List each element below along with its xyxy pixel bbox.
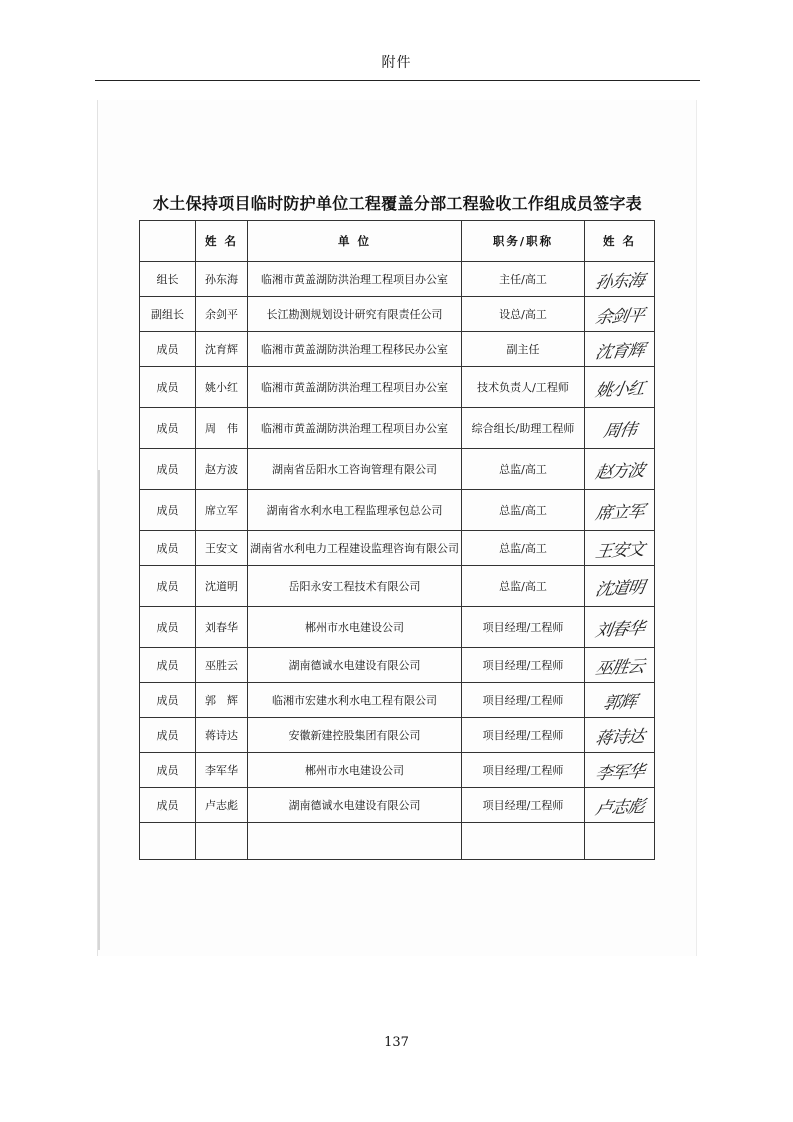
title-cell: 项目经理/工程师 <box>462 607 585 648</box>
unit-cell: 长江勘测规划设计研究有限责任公司 <box>248 297 462 332</box>
table-row-empty <box>140 823 655 860</box>
title-cell: 设总/高工 <box>462 297 585 332</box>
table-row <box>140 262 655 297</box>
signature-cell <box>585 566 655 607</box>
name-cell: 刘春华 <box>196 607 248 648</box>
signature-cell <box>585 753 655 788</box>
table-row <box>140 408 655 449</box>
header-rule <box>95 80 700 81</box>
signature-cell <box>585 718 655 753</box>
name-cell: 巫胜云 <box>196 648 248 683</box>
signature-cell <box>585 367 655 408</box>
header-unit: 单 位 <box>248 221 462 262</box>
empty-cell <box>462 823 585 860</box>
unit-cell: 湖南德诚水电建设有限公司 <box>248 788 462 823</box>
table-row <box>140 718 655 753</box>
title-cell: 技术负责人/工程师 <box>462 367 585 408</box>
document-title: 水土保持项目临时防护单位工程覆盖分部工程验收工作组成员签字表 <box>152 194 642 213</box>
name-cell: 席立军 <box>196 490 248 531</box>
title-cell: 总监/高工 <box>462 449 585 490</box>
unit-cell: 湖南省水利水电工程监理承包总公司 <box>248 490 462 531</box>
role-cell: 成员 <box>140 408 196 449</box>
role-cell: 成员 <box>140 531 196 566</box>
name-cell: 孙东海 <box>196 262 248 297</box>
signature-cell <box>585 408 655 449</box>
name-cell: 卢志彪 <box>196 788 248 823</box>
table-row <box>140 683 655 718</box>
role-cell: 成员 <box>140 753 196 788</box>
name-cell: 余剑平 <box>196 297 248 332</box>
empty-cell <box>585 823 655 860</box>
role-cell: 成员 <box>140 367 196 408</box>
table-row <box>140 531 655 566</box>
table-row <box>140 566 655 607</box>
table-header-row <box>140 221 655 262</box>
header-name: 姓 名 <box>196 221 248 262</box>
unit-cell: 郴州市水电建设公司 <box>248 753 462 788</box>
unit-cell: 湖南省水利电力工程建设监理咨询有限公司 <box>248 531 462 566</box>
title-cell: 副主任 <box>462 332 585 367</box>
handwritten-signature: 赵方波 <box>593 460 645 483</box>
role-cell: 成员 <box>140 648 196 683</box>
header-signature: 姓 名 <box>585 221 655 262</box>
handwritten-signature: 蒋诗达 <box>593 726 645 749</box>
role-cell: 成员 <box>140 449 196 490</box>
title-cell: 总监/高工 <box>462 566 585 607</box>
role-cell: 成员 <box>140 607 196 648</box>
name-cell: 赵方波 <box>196 449 248 490</box>
signature-table <box>139 220 655 860</box>
role-cell: 成员 <box>140 332 196 367</box>
header-title: 职务/职称 <box>462 221 585 262</box>
table-row <box>140 788 655 823</box>
table-row <box>140 332 655 367</box>
handwritten-signature: 卢志彪 <box>593 796 645 819</box>
name-cell: 王安文 <box>196 531 248 566</box>
signature-cell <box>585 607 655 648</box>
page-header-label: 附件 <box>381 55 412 71</box>
name-cell: 姚小红 <box>196 367 248 408</box>
empty-cell <box>196 823 248 860</box>
table-row <box>140 449 655 490</box>
title-cell: 主任/高工 <box>462 262 585 297</box>
handwritten-signature: 郭辉 <box>601 691 637 714</box>
unit-cell: 临湘市宏建水利水电工程有限公司 <box>248 683 462 718</box>
signature-cell <box>585 648 655 683</box>
title-cell: 总监/高工 <box>462 531 585 566</box>
page-number: 137 <box>384 1035 409 1050</box>
signature-cell <box>585 531 655 566</box>
title-cell: 项目经理/工程师 <box>462 788 585 823</box>
empty-cell <box>248 823 462 860</box>
unit-cell: 郴州市水电建设公司 <box>248 607 462 648</box>
name-cell: 沈道明 <box>196 566 248 607</box>
role-cell: 成员 <box>140 718 196 753</box>
unit-cell: 临湘市黄盖湖防洪治理工程项目办公室 <box>248 367 462 408</box>
signature-cell <box>585 449 655 490</box>
handwritten-signature: 席立军 <box>593 501 645 524</box>
handwritten-signature: 余剑平 <box>593 305 645 328</box>
table-row <box>140 367 655 408</box>
handwritten-signature: 李军华 <box>593 761 645 784</box>
role-cell: 成员 <box>140 683 196 718</box>
table-row <box>140 297 655 332</box>
signature-cell <box>585 262 655 297</box>
handwritten-signature: 巫胜云 <box>593 656 645 679</box>
table-row <box>140 648 655 683</box>
title-cell: 项目经理/工程师 <box>462 648 585 683</box>
header-role <box>140 221 196 262</box>
handwritten-signature: 刘春华 <box>593 618 645 641</box>
title-cell: 总监/高工 <box>462 490 585 531</box>
handwritten-signature: 姚小红 <box>593 378 645 401</box>
role-cell: 成员 <box>140 788 196 823</box>
name-cell: 李军华 <box>196 753 248 788</box>
signature-cell <box>585 788 655 823</box>
handwritten-signature: 王安文 <box>593 539 645 562</box>
table-row <box>140 490 655 531</box>
signature-cell <box>585 297 655 332</box>
handwritten-signature: 周伟 <box>601 419 637 442</box>
role-cell: 成员 <box>140 490 196 531</box>
role-cell: 成员 <box>140 566 196 607</box>
handwritten-signature: 沈道明 <box>593 577 645 600</box>
table-row <box>140 753 655 788</box>
role-cell: 组长 <box>140 262 196 297</box>
unit-cell: 湖南德诚水电建设有限公司 <box>248 648 462 683</box>
unit-cell: 岳阳永安工程技术有限公司 <box>248 566 462 607</box>
name-cell: 周 伟 <box>196 408 248 449</box>
unit-cell: 湖南省岳阳水工咨询管理有限公司 <box>248 449 462 490</box>
name-cell: 郭 辉 <box>196 683 248 718</box>
empty-cell <box>140 823 196 860</box>
name-cell: 蒋诗达 <box>196 718 248 753</box>
handwritten-signature: 孙东海 <box>593 270 645 293</box>
table-row <box>140 607 655 648</box>
title-cell: 项目经理/工程师 <box>462 683 585 718</box>
title-cell: 项目经理/工程师 <box>462 753 585 788</box>
unit-cell: 临湘市黄盖湖防洪治理工程移民办公室 <box>248 332 462 367</box>
signature-cell <box>585 332 655 367</box>
unit-cell: 临湘市黄盖湖防洪治理工程项目办公室 <box>248 262 462 297</box>
role-cell: 副组长 <box>140 297 196 332</box>
unit-cell: 临湘市黄盖湖防洪治理工程项目办公室 <box>248 408 462 449</box>
scan-edge-mark <box>98 470 100 950</box>
name-cell: 沈育辉 <box>196 332 248 367</box>
signature-cell <box>585 490 655 531</box>
title-cell: 综合组长/助理工程师 <box>462 408 585 449</box>
handwritten-signature: 沈育辉 <box>593 340 645 363</box>
title-cell: 项目经理/工程师 <box>462 718 585 753</box>
unit-cell: 安徽新建控股集团有限公司 <box>248 718 462 753</box>
signature-cell <box>585 683 655 718</box>
